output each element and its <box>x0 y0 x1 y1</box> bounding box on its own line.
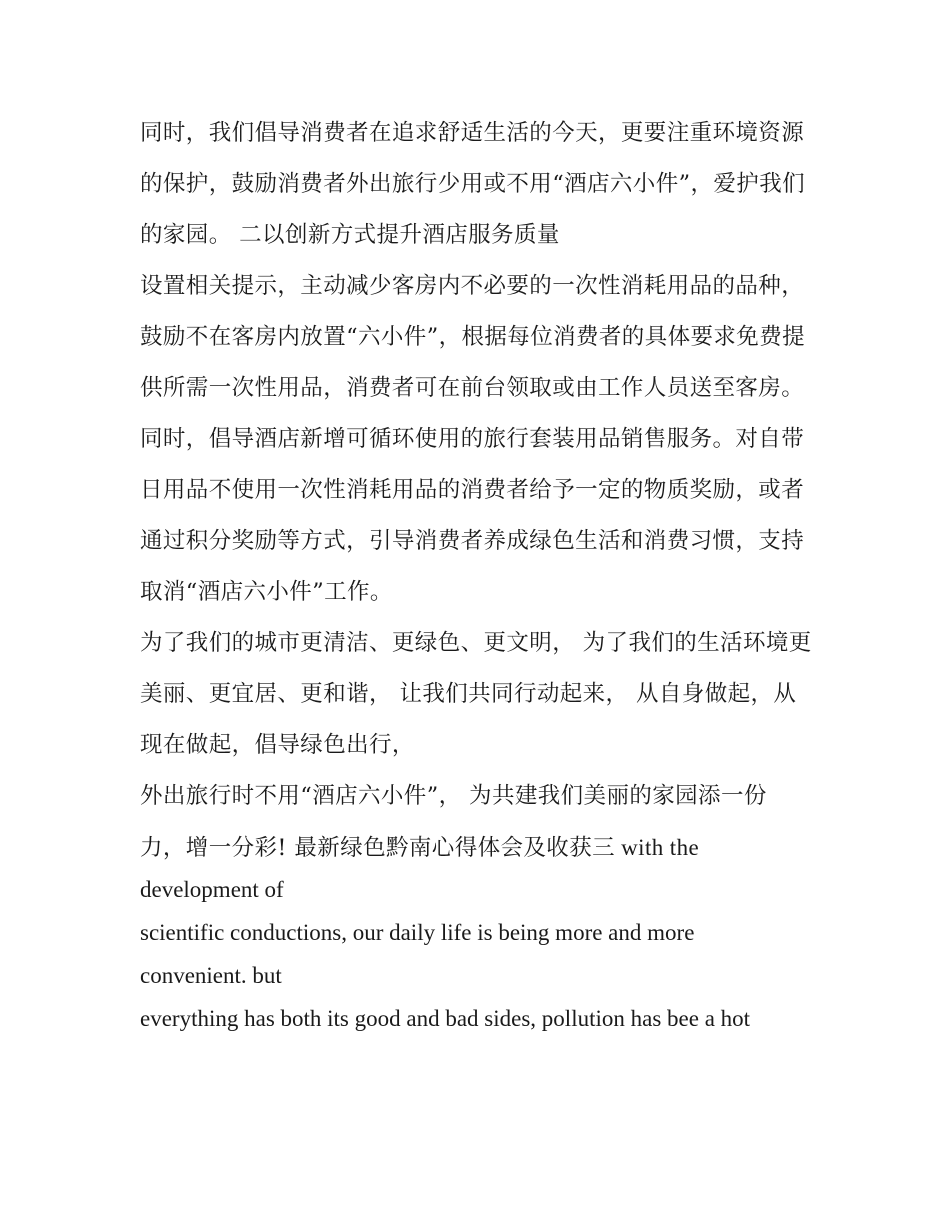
english-line-2: scientific conductions, our daily life is being more and more <box>140 920 695 945</box>
paragraph-3: 同时，倡导酒店新增可循环使用的旅行套装用品销售服务。对自带日用品不使用一次性消耗用品的消费者给予一定的物质奖励，或者通过积分奖励等方式，引导消费者养成绿色生活和消费习惯，支持取消“酒店六小件”工作。 <box>140 426 805 605</box>
paragraph-2: 设置相关提示，主动减少客房内不必要的一次性消耗用品的品种，鼓励不在客房内放置“六小件”，根据每位消费者的具体要求免费提供所需一次性用品，消费者可在前台领取或由工作人员送至客房。 <box>140 273 806 401</box>
english-line-4: everything has both its good and bad sides, pollution has bee a hot <box>140 1006 751 1031</box>
paragraph-5-chinese: 外出旅行时不用“酒店六小件”， 为共建我们美丽的家园添一份力，增一分彩! 最新绿色黔南心得体会及收获三 <box>140 783 767 861</box>
document-body <box>140 108 812 1040</box>
paragraph-5-english: with the <box>615 835 700 860</box>
paragraph-4: 为了我们的城市更清洁、更绿色、更文明， 为了我们的生活环境更美丽、更宜居、更和谐， 让我们共同行动起来， 从自身做起，从现在做起，倡导绿色出行， <box>140 630 812 758</box>
english-line-1: development of <box>140 877 284 902</box>
paragraph-5 <box>140 771 812 874</box>
english-line-3: convenient. but <box>140 963 282 988</box>
paragraph-1: 同时，我们倡导消费者在追求舒适生活的今天，更要注重环境资源的保护，鼓励消费者外出旅行少用或不用“酒店六小件”，爱护我们的家园。 二以创新方式提升酒店服务质量 <box>140 120 806 248</box>
